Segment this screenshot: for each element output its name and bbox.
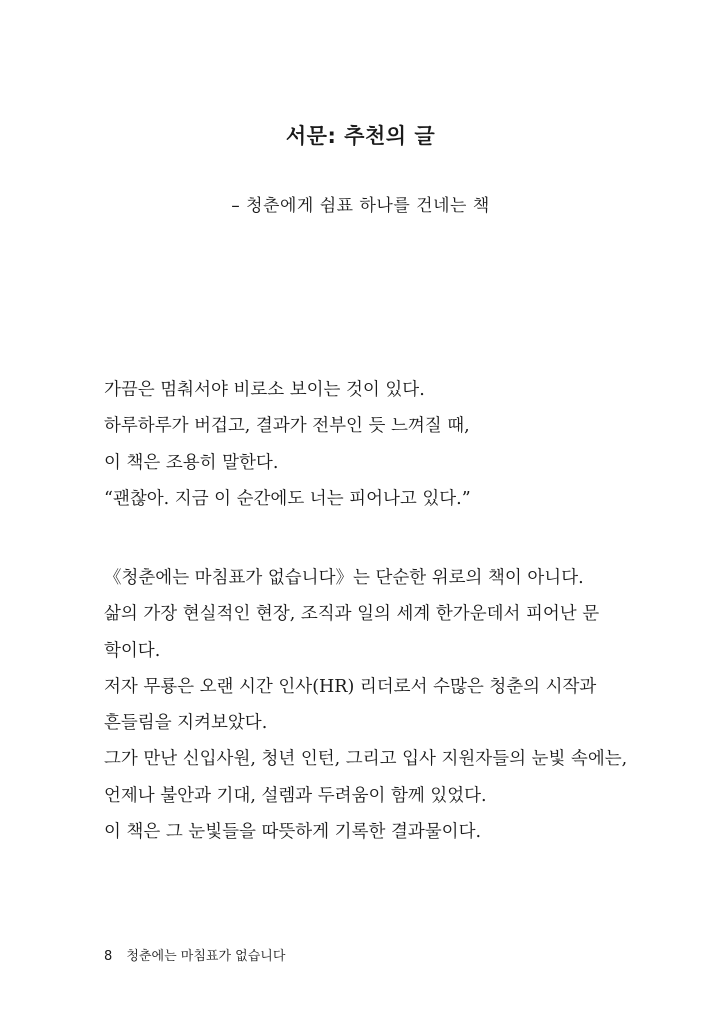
page-title: 서문: 추천의 글	[285, 124, 436, 148]
text-line: 《청춘에는 마침표가 없습니다》는 단순한 위로의 책이 아니다.	[104, 568, 584, 588]
text-line: 하루하루가 버겁고, 결과가 전부인 듯 느껴질 때,	[104, 416, 470, 437]
text-line: 그가 만난 신입사원, 청년 인턴, 그리고 입사 지원자들의 눈빛 속에는,	[104, 749, 628, 770]
text-line: 이 책은 조용히 말한다.	[104, 452, 279, 473]
text-line: 흔들림을 지켜보았다.	[104, 713, 268, 734]
text-line: 가끔은 멈춰서야 비로소 보이는 것이 있다.	[104, 380, 425, 400]
text-line: 언제나 불안과 기대, 설렘과 두려움이 함께 있었다.	[104, 785, 487, 806]
page-subtitle: – 청춘에게 쉼표 하나를 건네는 책	[231, 196, 490, 216]
text-line: 저자 무룡은 오랜 시간 인사(HR) 리더로서 수많은 청춘의 시작과	[104, 676, 597, 697]
text-line: “괜찮아. 지금 이 순간에도 너는 피어나고 있다.”	[104, 488, 471, 509]
text-line: 학이다.	[104, 640, 161, 661]
running-book-title: 청춘에는 마침표가 없습니다	[126, 949, 286, 964]
page-footer	[104, 945, 285, 964]
page-number: 8	[104, 949, 113, 964]
text-line: 삶의 가장 현실적인 현장, 조직과 일의 세계 한가운데서 피어난 문	[104, 604, 600, 625]
paragraph-1	[104, 372, 624, 517]
paragraph-2	[104, 560, 628, 850]
text-line: 이 책은 그 눈빛들을 따뜻하게 기록한 결과물이다.	[104, 822, 482, 843]
